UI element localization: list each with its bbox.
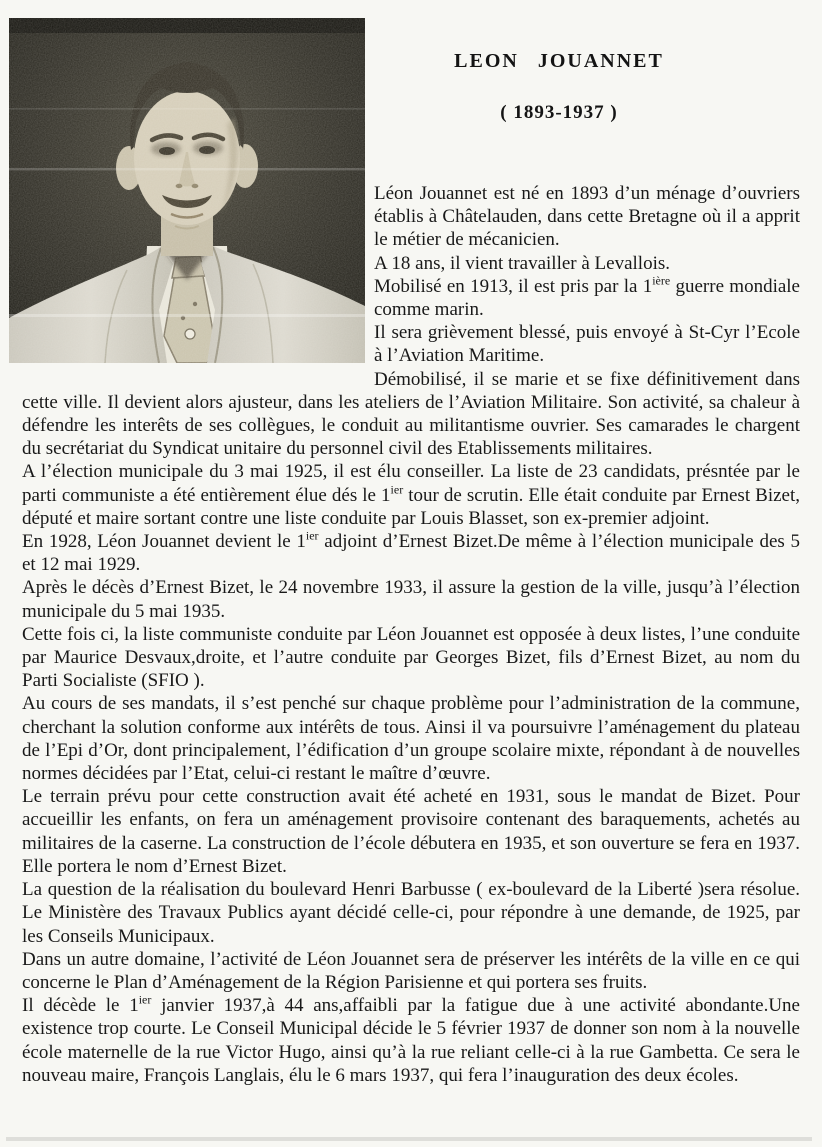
portrait-photo <box>9 18 365 363</box>
paragraph: La question de la réalisation du boulevard Henri Barbusse ( ex-boulevard de la Liberté )sera résolue. Le Ministère des Travaux Publics ayant décidé celle-ci, pour répondre à une demande, de 1925, par les Conseils Municipaux. <box>22 879 800 947</box>
paragraph: Après le décès d’Ernest Bizet, le 24 novembre 1933, il assure la gestion de la ville, jusqu’à l’élection municipale du 5 mai 1935. <box>22 577 800 622</box>
paragraph: A l’élection municipale du 3 mai 1925, il est élu conseiller. La liste de 23 candidats, présntée par le parti communiste a été entièrement élue dés le $1^{ier}$ tour de scrutin. Elle était conduite par Ernest Bizet, député et maire sortant contre une liste conduite par Louis Blasset, son ex-premier adjoint. <box>22 461 800 529</box>
paragraph: Il décède le $1^{ier}$ janvier 1937,à 44 ans,affaibli par la fatigue due à une activité abondante.Une existence trop courte. Le Conseil Municipal décide le 5 février 1937 de donner son nom à la nouvelle école maternelle de la rue Victor Hugo, ainsi qu’à la rue reliant celle-ci à la rue Gambetta. Ce sera le nouveau maire, François Langlais, élu le 6 mars 1937, qui fera l’inauguration des deux écoles. <box>22 992 800 1086</box>
paragraph: Cette fois ci, la liste communiste conduite par Léon Jouannet est opposée à deux listes, l’une conduite par Maurice Desvaux,droite, et l’autre conduite par Georges Bizet, fils d’Ernest Bizet, au nom du Parti Socialiste (SFIO ). <box>22 623 800 692</box>
paragraph: Léon Jouannet est né en 1893 d’un ménage d’ouvriers établis à Châtelauden, dans cette Bretagne où il a apprit le métier de mécanicien. <box>374 183 800 251</box>
paragraph: Démobilisé, il se marie et se fixe définitivement dans cette ville. Il devient alors ajusteur, dans les ateliers de l’Aviation Militaire. Son activité, sa chaleur à défendre les interêts de ses collègues, le conduit au militantisme ouvrier. Ses camarades le chargent du secrétariat du Syndicat unitaire du personnel civil des Etablissements militaires. <box>22 368 800 460</box>
scan-edge-artifact <box>6 1137 812 1141</box>
paragraph: En 1928, Léon Jouannet devient le $1^{ier}$ adjoint d’Ernest Bizet.De même à l’élection municipale des 5 et 12 mai 1929. <box>22 528 800 576</box>
superscript-ordinal: ier <box>138 992 152 1007</box>
page-title: LEON JOUANNET <box>454 50 664 72</box>
superscript-ordinal: ier <box>305 528 319 543</box>
paragraph: Il sera grièvement blessé, puis envoyé à St-Cyr l’Ecole à l’Aviation Maritime. <box>374 322 800 367</box>
body-paragraphs <box>22 368 800 1087</box>
paragraph: Dans un autre domaine, l’activité de Léon Jouannet sera de préserver les intérêts de la ville en ce qui concerne le Plan d’Aménagement de la Région Parisienne et qui portera ses fruits. <box>22 948 800 993</box>
lifespan-subtitle: ( 1893-1937 ) <box>500 102 618 123</box>
superscript-ordinal: ière <box>652 273 671 288</box>
paragraph: Le terrain prévu pour cette construction avait été acheté en 1931, sous le mandat de Bizet. Pour accueillir les enfants, on fera un aménagement provisoire contenant des baraquements, achetés au militaires de la caserne. La construction de l’école débutera en 1935, et son ouverture se fera en 1937. Elle portera le nom d’Ernest Bizet. <box>22 786 800 877</box>
paragraph: Mobilisé en 1913, il est pris par la $1^{ière}$ guerre mondiale comme marin. <box>374 273 800 321</box>
paragraph: A 18 ans, il vient travailler à Levallois. <box>374 252 671 274</box>
paragraph: Au cours de ses mandats, il s’est penché sur chaque problème pour l’administration de la commune, cherchant la solution conforme aux intérêts de tous. Ainsi il va poursuivre l’aménagement du plateau de l’Epi d’Or, dont principalement, l’édification d’un groupe scolaire mixte, répondant à de nouvelles normes décidées par l’Etat, celui-ci restant le maître d’œuvre. <box>22 693 800 785</box>
superscript-ordinal: ier <box>390 482 404 497</box>
portrait-illustration <box>9 18 365 363</box>
